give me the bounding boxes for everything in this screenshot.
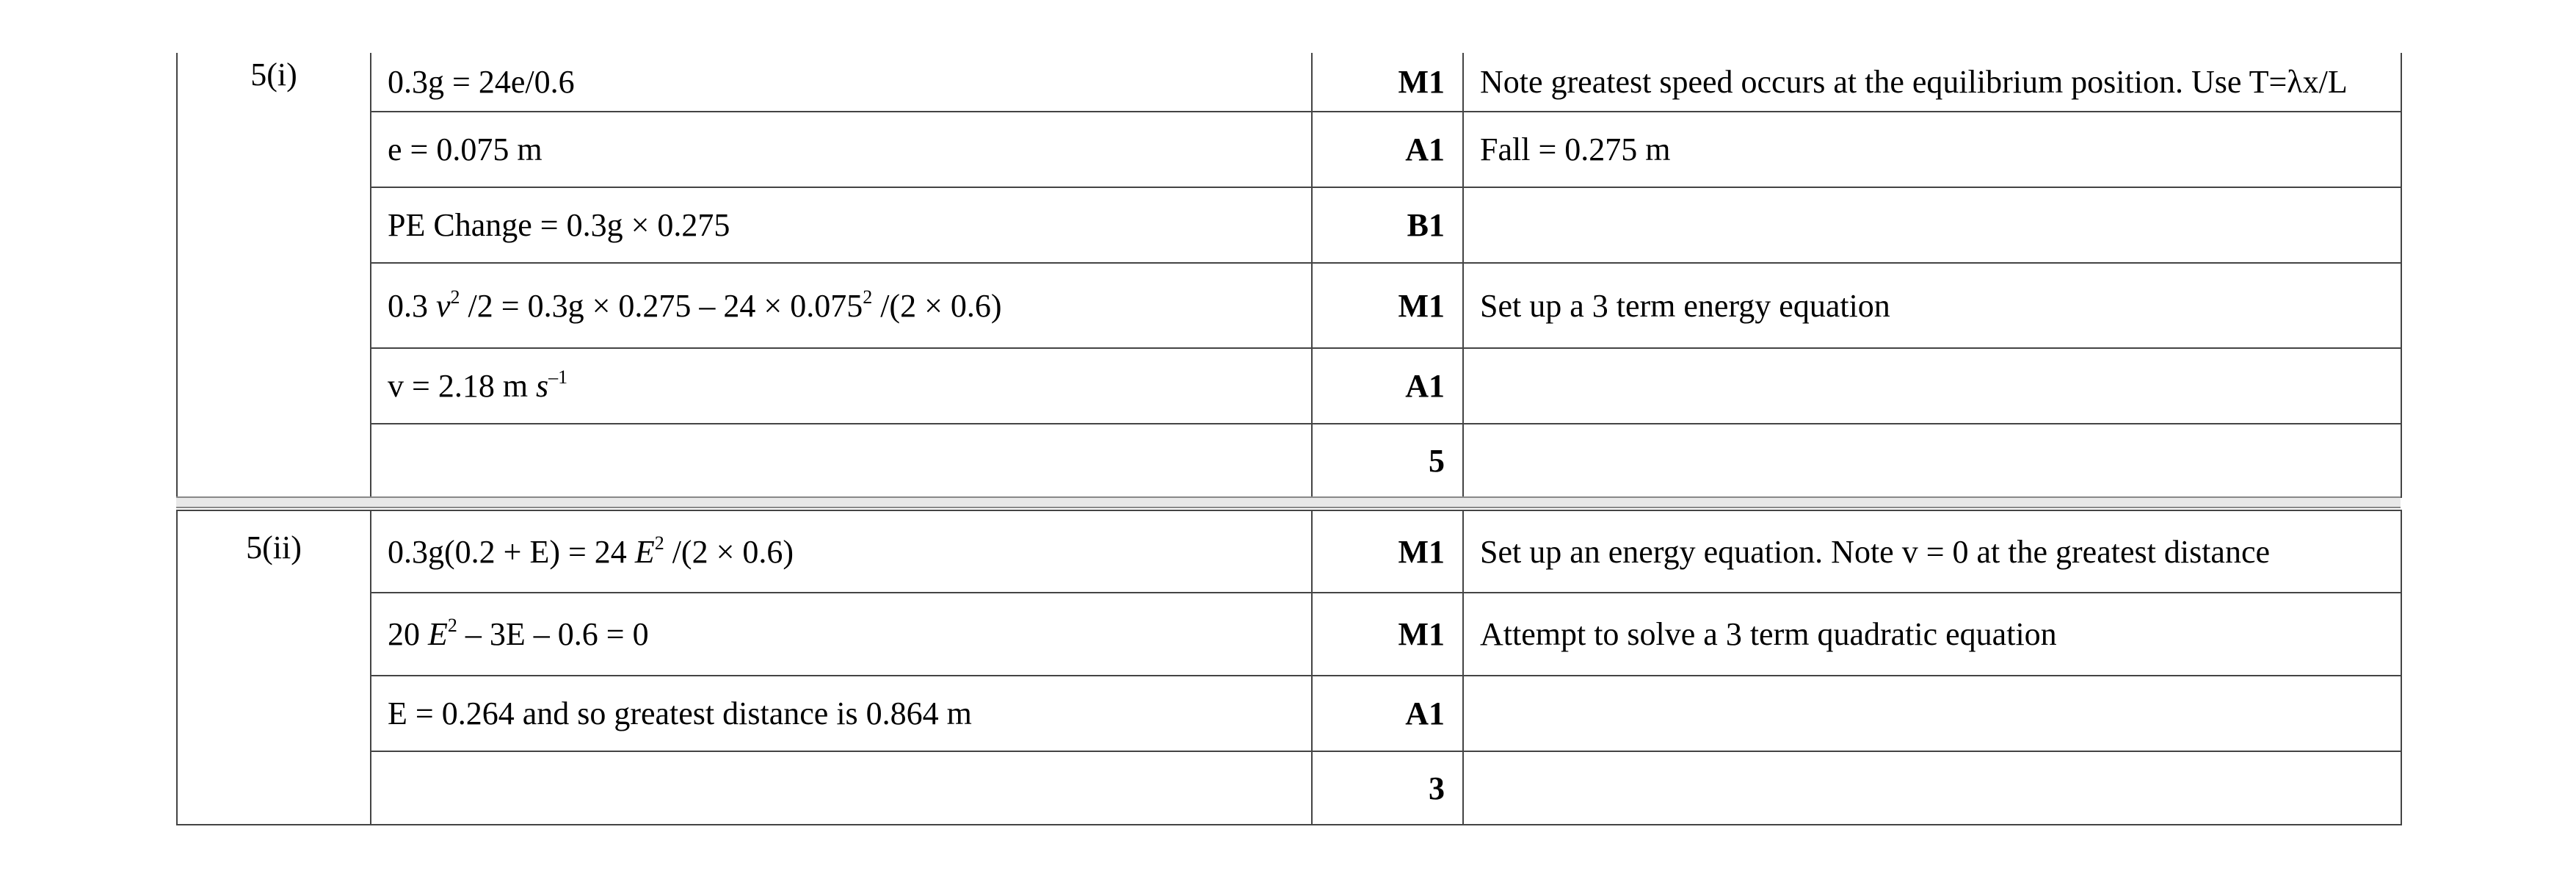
equation-exponent: 2	[654, 532, 664, 554]
table-separator	[176, 496, 2401, 508]
equation-exponent: 2	[863, 286, 873, 308]
equation-exponent: 2	[447, 615, 457, 636]
table-row	[177, 593, 2401, 676]
guidance-cell	[1463, 424, 2401, 497]
equation-part: v = 2.18 m	[388, 368, 537, 404]
question-number: 5(ii)	[177, 510, 371, 825]
guidance-cell: Attempt to solve a 3 term quadratic equation	[1463, 593, 2401, 676]
mark-scheme-part-5i	[176, 53, 2401, 498]
equation-part: /(2 × 0.6)	[664, 533, 794, 570]
mark-cell: A1	[1312, 112, 1463, 187]
equation-exponent: 2	[450, 286, 460, 308]
table-row	[177, 263, 2401, 348]
guidance-cell	[1463, 187, 2401, 263]
mark-cell: M1	[1312, 53, 1463, 112]
total-mark-cell: 5	[1312, 424, 1463, 497]
mark-cell: B1	[1312, 187, 1463, 263]
equation-part: /(2 × 0.6)	[872, 287, 1002, 324]
mark-scheme-table-5ii	[176, 510, 2402, 825]
working-cell	[371, 263, 1312, 348]
equation-part: 0.3g(0.2 + E) = 24	[388, 533, 635, 570]
table-row	[177, 676, 2401, 751]
mark-cell: A1	[1312, 676, 1463, 751]
table-row	[177, 751, 2401, 825]
equation-part: 20	[388, 616, 428, 652]
mark-cell: M1	[1312, 510, 1463, 593]
guidance-cell	[1463, 348, 2401, 424]
table-row	[177, 187, 2401, 263]
guidance-cell: Fall = 0.275 m	[1463, 112, 2401, 187]
equation-variable: v	[436, 287, 451, 324]
equation-exponent: –1	[548, 366, 568, 388]
working-cell	[371, 424, 1312, 497]
mark-cell: M1	[1312, 263, 1463, 348]
working-cell: 0.3g = 24e/0.6	[371, 53, 1312, 112]
table-row	[177, 53, 2401, 112]
working-cell	[371, 751, 1312, 825]
mark-cell: A1	[1312, 348, 1463, 424]
mark-cell: M1	[1312, 593, 1463, 676]
mark-scheme-table-5i	[176, 53, 2402, 498]
equation-variable: E	[634, 533, 655, 570]
equation-part: 0.3	[388, 287, 436, 324]
working-cell: PE Change = 0.3g × 0.275	[371, 187, 1312, 263]
equation-variable: E	[428, 616, 448, 652]
guidance-cell: Note greatest speed occurs at the equilibrium position. Use T=λx/L	[1463, 53, 2401, 112]
question-number: 5(i)	[177, 53, 371, 497]
guidance-cell	[1463, 676, 2401, 751]
table-row	[177, 424, 2401, 497]
working-cell	[371, 348, 1312, 424]
equation-part: – 3E – 0.6 = 0	[457, 616, 649, 652]
guidance-cell: Set up a 3 term energy equation	[1463, 263, 2401, 348]
equation-part: /2 = 0.3g × 0.275 – 24 × 0.075	[460, 287, 863, 324]
table-row	[177, 510, 2401, 593]
table-row	[177, 348, 2401, 424]
guidance-cell	[1463, 751, 2401, 825]
working-cell	[371, 510, 1312, 593]
working-cell	[371, 593, 1312, 676]
working-cell: e = 0.075 m	[371, 112, 1312, 187]
working-cell: E = 0.264 and so greatest distance is 0.864 m	[371, 676, 1312, 751]
mark-scheme-part-5ii	[176, 510, 2401, 825]
total-mark-cell: 3	[1312, 751, 1463, 825]
guidance-cell: Set up an energy equation. Note v = 0 at the greatest distance	[1463, 510, 2401, 593]
table-row	[177, 112, 2401, 187]
equation-variable: s	[536, 368, 549, 404]
